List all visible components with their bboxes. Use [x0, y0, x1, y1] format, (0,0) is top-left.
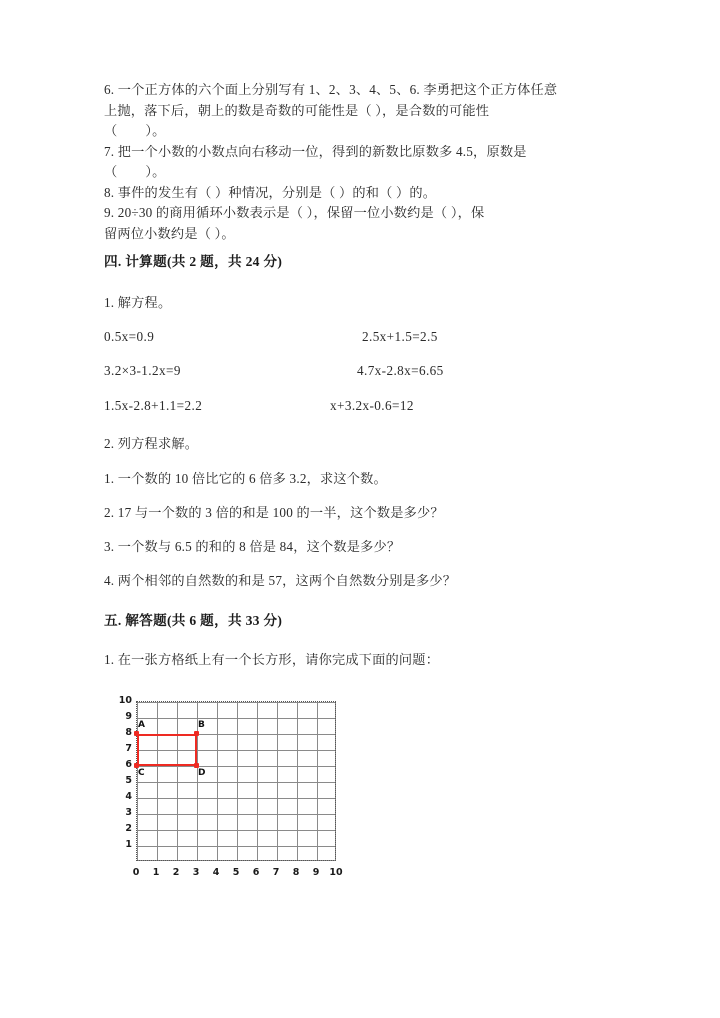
y-axis-tick-5: 5 — [125, 775, 132, 786]
x-axis-tick-1: 1 — [152, 867, 160, 878]
x-axis-tick-3: 3 — [192, 867, 200, 878]
question-6-line-3: （ ）。 — [104, 123, 166, 138]
vertex-dot-D — [194, 763, 199, 768]
x-axis-tick-0: 0 — [132, 867, 140, 878]
question-9-line-1: 9. 20÷30 的商用循环小数表示是（ ），保留一位小数约是（ ），保 — [104, 205, 485, 220]
equation-3-left: 1.5x-2.8+1.1=2.2 — [104, 398, 203, 413]
question-7-line-1: 7. 把一个小数的小数点向右移动一位，得到的新数比原数多 4.5，原数是 — [104, 143, 527, 159]
x-axis-tick-2: 2 — [172, 867, 180, 878]
grid-plot-area — [136, 701, 336, 861]
x-axis-tick-10: 10 — [329, 867, 343, 878]
section-four-heading: 四. 计算题(共 2 题，共 24 分) — [104, 254, 283, 269]
equation-3-right: x+3.2x-0.6=12 — [330, 398, 414, 413]
calc-item-2-label: 2. 列方程求解。 — [104, 436, 199, 451]
vertex-label-D: D — [198, 768, 206, 778]
fill-in-blank-section — [104, 80, 620, 244]
vertex-dot-A — [134, 731, 139, 736]
x-axis-tick-9: 9 — [312, 867, 320, 878]
y-axis-tick-7: 7 — [125, 743, 132, 754]
equation-row-2 — [104, 363, 620, 383]
equation-2-right: 4.7x-2.8x=6.65 — [357, 363, 444, 378]
word-problem-3: 3. 一个数与 6.5 的和的 8 倍是 84，这个数是多少？ — [104, 539, 401, 554]
y-axis-tick-9: 9 — [125, 711, 132, 722]
equation-row-3 — [104, 398, 620, 418]
calc-item-1-label: 1. 解方程。 — [104, 295, 172, 310]
vertex-dot-B — [194, 731, 199, 736]
equation-2-left: 3.2×3-1.2x=9 — [104, 363, 181, 378]
word-problem-1: 1. 一个数的 10 倍比它的 6 倍多 3.2，求这个数。 — [104, 471, 387, 486]
y-axis-tick-3: 3 — [125, 807, 132, 818]
x-axis-tick-5: 5 — [232, 867, 240, 878]
question-9-line-2: 留两位小数约是（ ）。 — [104, 225, 235, 241]
x-axis-tick-4: 4 — [212, 867, 220, 878]
x-axis-tick-8: 8 — [292, 867, 300, 878]
y-axis-tick-4: 4 — [125, 791, 132, 802]
vertex-label-B: B — [198, 720, 205, 730]
question-6-line-2: 上抛，落下后，朝上的数是奇数的可能性是（ ），是合数的可能性 — [104, 102, 490, 118]
section-five-heading: 五. 解答题(共 6 题，共 33 分) — [104, 613, 283, 628]
y-axis-tick-8: 8 — [125, 727, 132, 738]
y-axis-tick-10: 10 — [118, 695, 132, 706]
equation-1-right: 2.5x+1.5=2.5 — [362, 329, 438, 344]
equation-1-left: 0.5x=0.9 — [104, 329, 155, 344]
word-problem-4: 4. 两个相邻的自然数的和是 57，这两个自然数分别是多少？ — [104, 573, 457, 588]
x-axis-tick-6: 6 — [252, 867, 260, 878]
y-axis-tick-1: 1 — [125, 839, 132, 850]
vertex-label-A: A — [138, 720, 145, 730]
rectangle-abcd-shape — [137, 734, 197, 766]
x-axis-tick-7: 7 — [272, 867, 280, 878]
y-axis-tick-6: 6 — [125, 759, 132, 770]
solve-item-1-label: 1. 在一张方格纸上有一个长方形，请你完成下面的问题： — [104, 652, 440, 667]
vertex-dot-C — [134, 763, 139, 768]
question-8-line-1: 8. 事件的发生有（ ）种情况，分别是（ ）的和（ ）的。 — [104, 184, 437, 200]
word-problem-2: 2. 17 与一个数的 3 倍的和是 100 的一半，这个数是多少？ — [104, 505, 444, 520]
question-6-line-1: 6. 一个正方体的六个面上分别写有 1、2、3、4、5、6. 李勇把这个正方体任意 — [104, 82, 558, 97]
equation-row-1 — [104, 329, 620, 349]
vertex-label-C: C — [138, 768, 145, 778]
y-axis-tick-2: 2 — [125, 823, 132, 834]
question-7-line-2: （ ）。 — [104, 164, 166, 179]
coordinate-grid-figure — [108, 687, 374, 892]
